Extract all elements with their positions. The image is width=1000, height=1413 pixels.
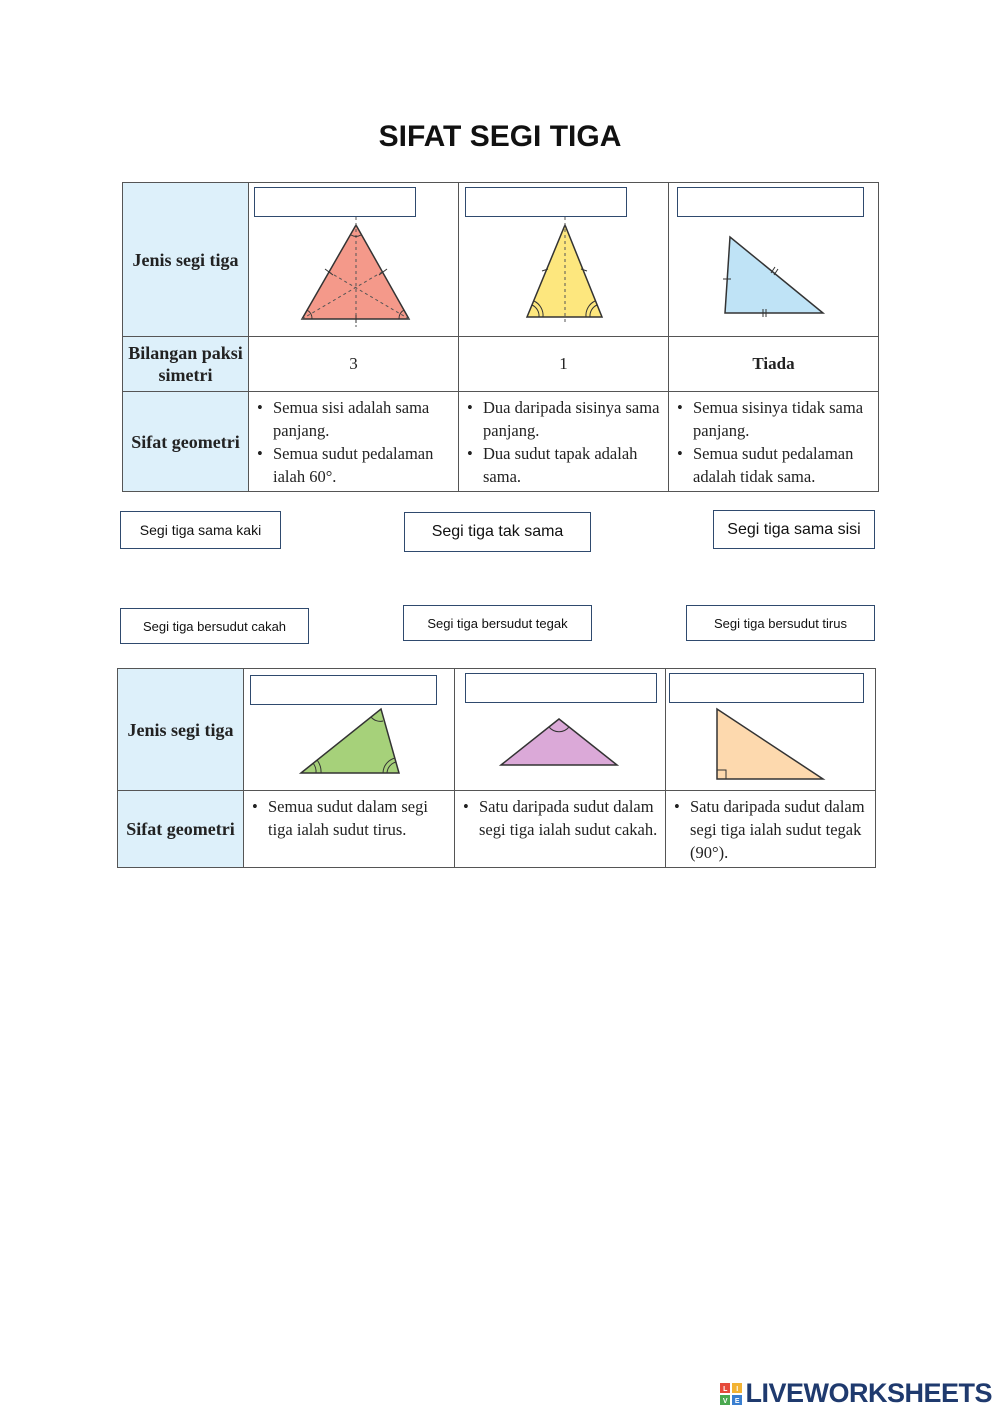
answer-box-5[interactable] (465, 673, 657, 703)
property-item: • Semua sisi adalah sama panjang. (257, 396, 454, 442)
properties-list-6 (666, 791, 875, 864)
properties-cell-5 (455, 791, 666, 868)
drag-chip-sama-sisi[interactable]: Segi tiga sama sisi (713, 510, 875, 549)
drag-chip-sama-kaki[interactable]: Segi tiga sama kaki (120, 511, 281, 549)
logo-letter: I (736, 1385, 739, 1393)
properties-list-1 (249, 392, 458, 488)
brand-name: LIVEWORKSHEETS (745, 1378, 992, 1408)
properties-list-3 (669, 392, 878, 488)
logo-letter: E (735, 1397, 740, 1405)
properties-list-2 (459, 392, 668, 488)
drag-chip-bersudut-cakah[interactable]: Segi tiga bersudut cakah (120, 608, 309, 644)
shape-cell-right (666, 669, 876, 791)
logo-letter: V (723, 1397, 728, 1405)
properties-cell-4 (244, 791, 455, 868)
answer-box-2[interactable] (465, 187, 627, 217)
properties-cell-2 (459, 392, 669, 492)
answer-box-3[interactable] (677, 187, 864, 217)
row-label-jenis: Jenis segi tiga (123, 183, 249, 337)
drag-chip-bersudut-tirus[interactable]: Segi tiga bersudut tirus (686, 605, 875, 641)
answer-box-6[interactable] (669, 673, 864, 703)
shape-cell-equilateral (249, 183, 459, 337)
row-label-paksi: Bilangan paksi simetri (123, 337, 249, 392)
property-item: • Satu daripada sudut dalam segi tiga ialah sudut cakah. (463, 795, 661, 841)
property-item: • Semua sudut pedalaman adalah tidak sama. (677, 442, 874, 488)
liveworksheets-logo-icon (720, 1383, 742, 1405)
liveworksheets-brand (720, 1378, 992, 1409)
answer-box-4[interactable] (250, 675, 437, 705)
property-item: • Satu daripada sudut dalam segi tiga ialah sudut tegak (90°). (674, 795, 871, 864)
shape-cell-isosceles (459, 183, 669, 337)
answer-box-1[interactable] (254, 187, 416, 217)
drag-chip-bersudut-tegak[interactable]: Segi tiga bersudut tegak (403, 605, 592, 641)
row-label-sifat-2: Sifat geometri (118, 791, 244, 868)
properties-cell-6 (666, 791, 876, 868)
symmetry-count-3: Tiada (669, 337, 879, 392)
property-item: • Dua daripada sisinya sama panjang. (467, 396, 664, 442)
right-triangle (717, 709, 823, 779)
shape-cell-acute (244, 669, 455, 791)
properties-cell-3 (669, 392, 879, 492)
row-label-sifat: Sifat geometri (123, 392, 249, 492)
logo-letter: L (723, 1385, 728, 1393)
acute-triangle (301, 709, 399, 773)
property-item: • Semua sudut pedalaman ialah 60°. (257, 442, 454, 488)
row-label-jenis-2: Jenis segi tiga (118, 669, 244, 791)
properties-cell-1 (249, 392, 459, 492)
symmetry-count-1: 3 (249, 337, 459, 392)
property-item: • Semua sisinya tidak sama panjang. (677, 396, 874, 442)
triangle-types-by-side-table (122, 182, 879, 492)
obtuse-triangle (501, 719, 617, 765)
property-item: • Semua sudut dalam segi tiga ialah sudut tirus. (252, 795, 450, 841)
triangle-types-by-angle-table (117, 668, 876, 868)
shape-cell-scalene (669, 183, 879, 337)
drag-chip-tak-sama[interactable]: Segi tiga tak sama (404, 512, 591, 552)
properties-list-4 (244, 791, 454, 841)
property-item: • Dua sudut tapak adalah sama. (467, 442, 664, 488)
shape-cell-obtuse (455, 669, 666, 791)
properties-list-5 (455, 791, 665, 841)
page-title: SIFAT SEGI TIGA (378, 120, 622, 153)
symmetry-count-2: 1 (459, 337, 669, 392)
